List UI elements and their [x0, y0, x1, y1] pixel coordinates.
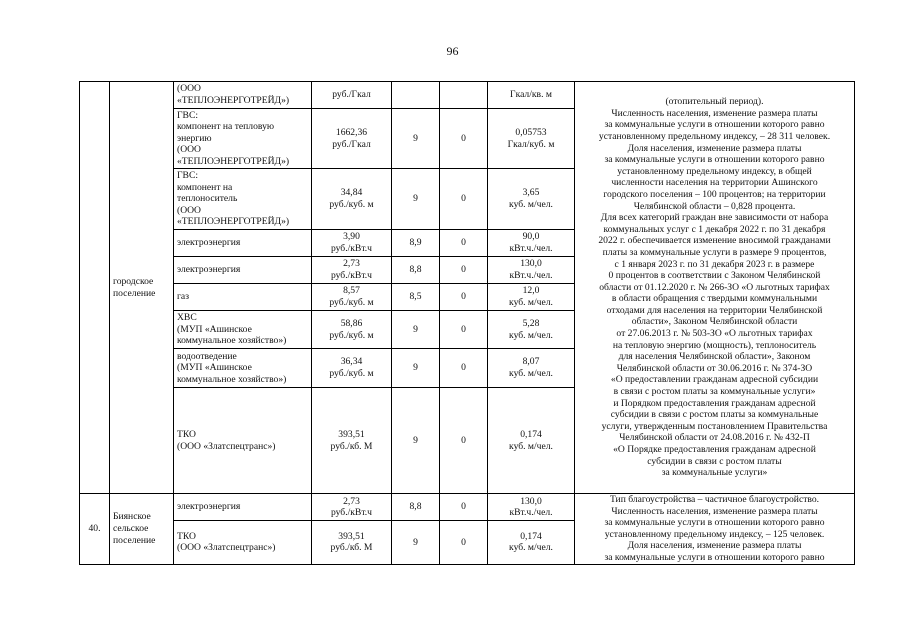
standard-cell: Гкал/кв. м [488, 82, 575, 109]
index-cell: 8,9 [392, 230, 440, 257]
change-cell [440, 82, 488, 109]
standard-cell: 90,0 кВт.ч./чел. [488, 230, 575, 257]
tariff-cell: 2,73 руб./кВт.ч [312, 494, 392, 521]
index-cell: 9 [392, 109, 440, 169]
note-cell: Тип благоустройства – частичное благоустройство. Численность населения, изменение размера платы за коммунальные услуги в отношении которого равно установленному предельному индексу, – 125 человек. Доля населения, изменение размера платы за коммунальные услуги в отношении которого равно [575, 494, 855, 565]
standard-cell: 3,65 куб. м/чел. [488, 169, 575, 230]
index-cell: 9 [392, 349, 440, 388]
row-number-cell [80, 82, 110, 494]
tariff-cell: 1662,36 руб./Гкал [312, 109, 392, 169]
tariff-cell: 34,84 руб./куб. м [312, 169, 392, 230]
service-cell: водоотведение (МУП «Ашинское коммунальное хозяйство») [174, 349, 312, 388]
change-cell: 0 [440, 494, 488, 521]
tariff-cell: 8,57 руб./куб. м [312, 284, 392, 311]
table-row [80, 494, 855, 521]
change-cell: 0 [440, 169, 488, 230]
service-cell: ХВС (МУП «Ашинское коммунальное хозяйство») [174, 311, 312, 349]
tariff-cell: 36,34 руб./куб. м [312, 349, 392, 388]
index-cell: 8,8 [392, 494, 440, 521]
tariff-cell: 393,51 руб./кб. М [312, 521, 392, 564]
index-cell: 9 [392, 388, 440, 494]
standard-cell: 0,174 куб. м/чел. [488, 388, 575, 494]
change-cell: 0 [440, 311, 488, 349]
index-cell: 9 [392, 311, 440, 349]
service-cell: (ООО «ТЕПЛОЭНЕРГОТРЕЙД») [174, 82, 312, 109]
service-cell: электроэнергия [174, 257, 312, 284]
municipality-cell: городское поселение [110, 82, 174, 494]
tariff-cell: 393,51 руб./кб. М [312, 388, 392, 494]
service-cell: ТКО (ООО «Златспецтранс») [174, 521, 312, 564]
standard-cell: 8,07 куб. м/чел. [488, 349, 575, 388]
standard-cell: 0,174 куб. м/чел. [488, 521, 575, 564]
note-cell: (отопительный период). Численность населения, изменение размера платы за коммунальные услуги в отношении которого равно установленному предельному индексу, – 28 311 человек. Доля населения, изменение размера платы за коммунальные услуги в отношении которого равно установленному предельному индексу, в общей численности населения на территории Ашинского городского поселения – 100 процентов; на территории Челябинской области – 0,828 процента. Для всех категорий граждан вне зависимости от набора коммунальных услуг с 1 декабря 2022 г. по 31 декабря 2022 г. обеспечивается изменение вносимой гражданами платы за коммунальные услуги в размере 9 процентов, с 1 января 2023 г. по 31 декабря 2023 г. в размере 0 процентов в соответствии с Законом Челябинской области от 01.12.2020 г. № 266-ЗО «О льготных тарифах в области обращения с твердыми коммунальными отходами для населения на территории Челябинской области», Законом Челябинской области от 27.06.2013 г. № 503-ЗО «О льготных тарифах на тепловую энергию (мощность), теплоноситель для населения Челябинской области», Законом Челябинской области от 30.06.2016 г. № 374-ЗО «О предоставлении гражданам адресной субсидии в связи с ростом платы за коммунальные услуги» и Порядком предоставления гражданам адресной субсидии в связи с ростом платы за коммунальные услуги, утвержденным постановлением Правительства Челябинской области от 24.08.2016 г. № 432-П «О Порядке предоставления гражданам адресной субсидии в связи с ростом платы за коммунальные услуги» [575, 82, 855, 494]
row-number-cell: 40. [80, 494, 110, 565]
table-row [80, 82, 855, 109]
index-cell: 9 [392, 521, 440, 564]
standard-cell: 130,0 кВт.ч./чел. [488, 494, 575, 521]
tariff-cell: 3,90 руб./кВт.ч [312, 230, 392, 257]
service-cell: электроэнергия [174, 494, 312, 521]
service-cell: ГВС: компонент на теплоноситель (ООО «ТЕПЛОЭНЕРГОТРЕЙД») [174, 169, 312, 230]
change-cell: 0 [440, 388, 488, 494]
change-cell: 0 [440, 230, 488, 257]
standard-cell: 130,0 кВт.ч./чел. [488, 257, 575, 284]
index-cell [392, 82, 440, 109]
service-cell: электроэнергия [174, 230, 312, 257]
change-cell: 0 [440, 521, 488, 564]
tariff-cell: 58,86 руб./куб. м [312, 311, 392, 349]
change-cell: 0 [440, 284, 488, 311]
service-cell: ГВС: компонент на тепловую энергию (ООО «ТЕПЛОЭНЕРГОТРЕЙД») [174, 109, 312, 169]
index-cell: 9 [392, 169, 440, 230]
index-cell: 8,5 [392, 284, 440, 311]
page-number: 96 [446, 44, 459, 58]
change-cell: 0 [440, 257, 488, 284]
municipality-cell: Биянское сельское поселение [110, 494, 174, 565]
service-cell: газ [174, 284, 312, 311]
change-cell: 0 [440, 349, 488, 388]
standard-cell: 12,0 куб. м/чел. [488, 284, 575, 311]
standard-cell: 5,28 куб. м/чел. [488, 311, 575, 349]
tariff-cell: 2,73 руб./кВт.ч [312, 257, 392, 284]
change-cell: 0 [440, 109, 488, 169]
index-cell: 8,8 [392, 257, 440, 284]
standard-cell: 0,05753 Гкал/куб. м [488, 109, 575, 169]
tariff-cell: руб./Гкал [312, 82, 392, 109]
service-cell: ТКО (ООО «Златспецтранс») [174, 388, 312, 494]
utility-tariff-table [79, 81, 855, 565]
